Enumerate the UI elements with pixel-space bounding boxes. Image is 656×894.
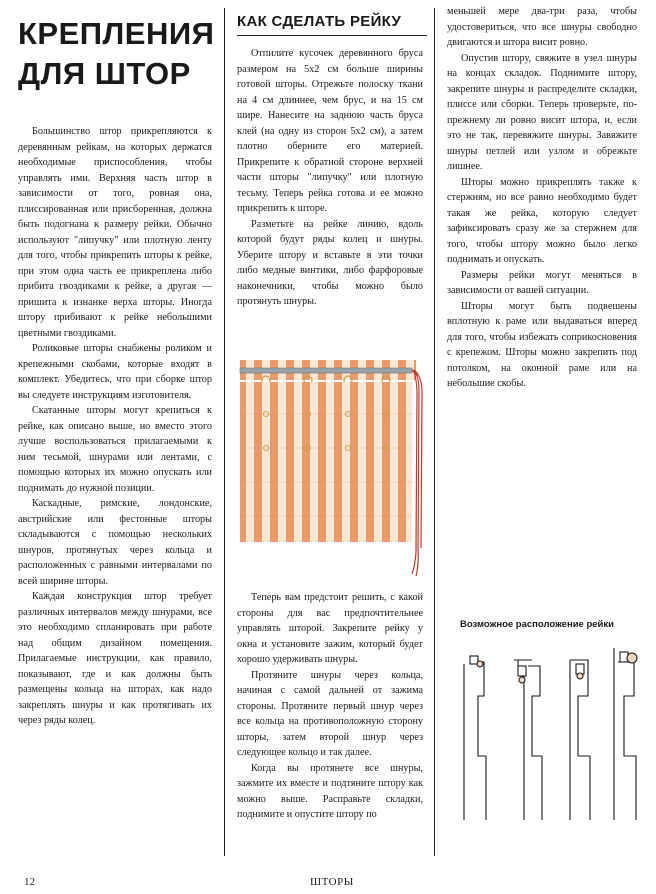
rail-ring-4 xyxy=(627,653,637,663)
col3-paragraph-5: Шторы могут быть подвешены вплотную к раме или выдаваться вперед для того, чтобы избежать соприкосновения с крепежом. Шторы можно закрепить под потолком, на оконной раме или на небольшие скобы. xyxy=(447,300,637,389)
col2-paragraph-4: Протяните шнуры через кольца, начиная с самой дальней от зажима стороны. Протяните первый шнур через все кольца на противоположную сторону шторы, затем второй шнур через следующее кольцо и так далее. xyxy=(237,669,423,758)
col2-paragraph-3: Теперь вам предстоит решить, с какой стороны для вас предпочтительнее управлять шторой. Закрепите рейку у окна и установите зажим, который будет хорошо удерживать шнуры. xyxy=(237,592,423,665)
running-footer: ШТОРЫ xyxy=(310,876,354,888)
col3-paragraph-2: Опустив штору, свяжите в узел шнуры на концах складок. Поднимите штору, закрепите шнуры и распределите складки, плиссе или сборки. Теперь проверьте, по-прежнему ли ровно висит штора, и, если это не так, перевяжите шнуры. Завяжите шнуры петлей или узлом и обрежьте лишнее. xyxy=(447,52,637,172)
cords xyxy=(412,370,422,576)
col1-paragraph-1: Большинство штор прикрепляются к деревянным рейкам, на которых держатся необходимые приспособления, чтобы управлять ими. Верхняя часть штор в зависимости от того, ровная она, плиссированная или присборенная, должна быть подогнана к размеру рейки. Обычно используют "липучку" или плотную ленту для того, чтобы прикрепить шторы к рейке, при этом одна часть ее прикреплена либо прибита гвоздиками к рейке, а другая — пришита к изнанке верха шторы. Иногда штору прибивают к рейке небольшими цветными гвоздиками. xyxy=(18,126,212,339)
page-number: 12 xyxy=(24,876,35,888)
col2-paragraph-2: Разметьте на рейке линию, вдоль которой будут ряды колец и шнуры. Уберите штору и вставьте в эти точки либо медные винтики, либо фарфоровые наконечники, чтобы можно было протянуть шнуры. xyxy=(237,218,423,307)
main-title xyxy=(18,14,215,94)
column-divider-2 xyxy=(434,8,435,856)
rail-ring-2 xyxy=(519,677,525,683)
col1-paragraph-2: Роликовые шторы снабжены роликом и крепежными скобами, которые входят в комплект. Убедитесь, что при сборке штор вы следуете инструкциям изготовителя. xyxy=(18,343,212,401)
col1-paragraph-5: Каждая конструкция штор требует различных интервалов между шнурами, все это необходимо спланировать при работе над общим дизайном помещения. Прилагаемые инструкции, как правило, показывают, где и как должны быть размещены кольца на шторах, как надо закреплять шнуры и как протягивать их через ряды колец. xyxy=(18,591,212,726)
rail-ring-1 xyxy=(477,661,483,667)
frame-profile-4 xyxy=(618,662,636,820)
diagram-caption: Возможное расположение рейки xyxy=(460,619,614,630)
curtain-body xyxy=(240,382,412,542)
column-2-bottom xyxy=(237,590,423,823)
rail-block-2 xyxy=(518,666,526,676)
col3-paragraph-1: меньшей мере два-три раза, чтобы удостовериться, что все шнуры свободно двигаются и штора висит ровно. xyxy=(447,6,637,48)
frame-profile-2 xyxy=(518,660,524,820)
rail-ring-3 xyxy=(577,673,583,679)
col1-paragraph-4: Каскадные, римские, лондонские, австрийские или фестонные шторы складываются с помощью нескольких шнуров, протянутых через кольца и расположенных с равными интервалами по всей ширине шторы. xyxy=(18,498,212,587)
section-title: КАК СДЕЛАТЬ РЕЙКУ xyxy=(237,12,427,36)
rail-position-diagram xyxy=(458,636,648,826)
col2-paragraph-5: Когда вы протянете все шнуры, зажмите их вместе и подтяните штору как можно выше. Расправьте складки, поднимите и опустите штору по xyxy=(237,762,423,820)
column-3 xyxy=(447,4,637,392)
frame-profile-3 xyxy=(570,660,590,820)
column-1 xyxy=(18,124,212,729)
col1-paragraph-3: Скатанные шторы могут крепиться к рейке, как описано выше, но вместо этого лучше воспользоваться прилагаемыми к ним тесьмой, шнурами или лентами, с помощью которых их можно опускать или поднимать до нужной позиции. xyxy=(18,405,212,494)
column-2-top xyxy=(237,46,423,310)
blind-illustration xyxy=(236,352,426,582)
col3-paragraph-4: Размеры рейки могут меняться в зависимости от вашей ситуации. xyxy=(447,269,637,296)
col3-paragraph-3: Шторы можно прикреплять также к стержням, но все равно необходимо будет такая же рейка, которую следует зафиксировать сразу же за стержнем для того, чтобы штору можно было легко поднимать и опускать. xyxy=(447,176,637,265)
column-divider-1 xyxy=(224,8,225,856)
col2-paragraph-1: Отпилите кусочек деревянного бруса размером на 5х2 см больше ширины готовой шторы. Отрежьте полоску ткани на 4 см длиннее, чем брус, и на 15 см шире. Нанесите на заднюю часть бруса клей (на одну из сторон 5х2 см), а затем плотно оберните его материей. Прикрепите к обратной стороне верхней части шторы "липучку" или плотную тесьму. Теперь рейка готова и ее можно прикрепить к шторе. xyxy=(237,48,423,214)
metal-rail xyxy=(240,368,412,373)
main-title-line-1: КРЕПЛЕНИЯ xyxy=(18,16,215,51)
main-title-line-2: ДЛЯ ШТОР xyxy=(18,56,191,91)
